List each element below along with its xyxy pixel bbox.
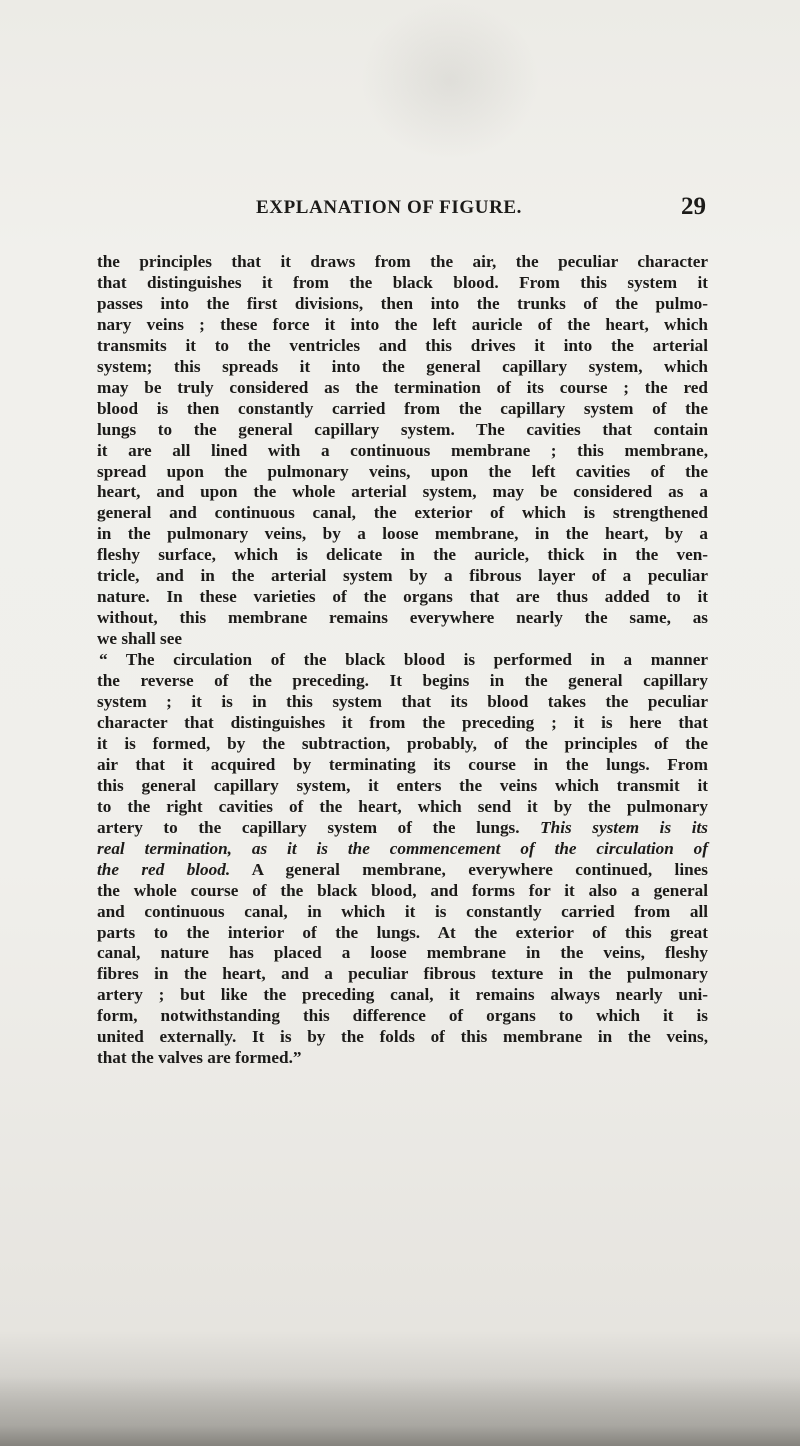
text-line: system ; it is in this system that its blood takes the peculiar [97,692,708,712]
page-number: 29 [681,193,706,220]
text-line: “ The circulation of the black blood is performed in a manner [99,650,708,670]
text-line: character that distinguishes it from the preceding ; it is here that [97,712,708,732]
italic-text-line: real termination, as it is the commencement of the circulation of [97,838,708,858]
text-line: fibres in the heart, and a peculiar fibrous texture in the pulmonary [97,964,708,984]
text-line: passes into the first divisions, then into the trunks of the pulmo- [97,293,708,313]
text-line: tricle, and in the arterial system by a fibrous layer of a peculiar [97,566,708,586]
text-line: in the pulmonary veins, by a loose membrane, in the heart, by a [97,524,708,544]
text-line: and continuous canal, in which it is constantly carried from all [97,901,708,921]
page-header [256,193,706,225]
body-text [97,252,708,1069]
scan-bottom-shadow [0,1376,800,1446]
text-line [97,860,708,881]
italic-text: the red blood. [97,859,231,879]
text-line: fleshy surface, which is delicate in the auricle, thick in the ven- [97,545,708,565]
scan-smudge [360,0,540,160]
text-line: artery ; but like the preceding canal, it remains always nearly uni- [97,985,708,1005]
text-line: united externally. It is by the folds of this membrane in the veins, [97,1027,708,1047]
text-line: nary veins ; these force it into the left auricle of the heart, which [97,314,708,334]
text-segment: artery to the capillary system of the lungs. [97,817,520,837]
text-line: heart, and upon the whole arterial system, may be considered as a [97,482,708,502]
text-line: system; this spreads it into the general capillary system, which [97,356,708,376]
running-head: EXPLANATION OF FIGURE. [256,197,523,218]
text-line: parts to the interior of the lungs. At the exterior of this great [97,922,708,942]
text-line: the whole course of the black blood, and forms for it also a general [97,880,708,900]
text-segment: A general membrane, everywhere continued, lines [251,859,708,879]
text-line: that the valves are formed.” [97,1048,302,1068]
text-line: form, notwithstanding this difference of organs to which it is [97,1006,708,1026]
text-line: the reverse of the preceding. It begins in the general capillary [97,671,708,691]
text-line: we shall see [97,629,182,649]
text-line: transmits it to the ventricles and this drives it into the arterial [97,335,708,355]
text-line: this general capillary system, it enters the veins which transmit it [97,775,708,795]
text-line: to the right cavities of the heart, which send it by the pulmonary [97,796,708,816]
text-line: canal, nature has placed a loose membrane in the veins, fleshy [97,943,708,963]
text-line: general and continuous canal, the exterior of which is strengthened [97,503,708,523]
italic-text: This system is its [540,817,708,837]
text-line: without, this membrane remains everywhere nearly the same, as [97,608,708,628]
text-line: it are all lined with a continuous membrane ; this membrane, [97,440,708,460]
text-line: that distinguishes it from the black blood. From this system it [97,272,708,292]
text-line: nature. In these varieties of the organs that are thus added to it [97,587,708,607]
text-line: spread upon the pulmonary veins, upon the left cavities of the [97,461,708,481]
text-line: the principles that it draws from the air, the peculiar character [97,252,708,271]
text-line: lungs to the general capillary system. The cavities that contain [97,419,708,439]
text-line [97,818,708,839]
text-line: it is formed, by the subtraction, probably, of the principles of the [97,733,708,753]
text-line: may be truly considered as the termination of its course ; the red [97,377,708,397]
text-line: blood is then constantly carried from the capillary system of the [97,398,708,418]
text-line: air that it acquired by terminating its course in the lungs. From [97,754,708,774]
